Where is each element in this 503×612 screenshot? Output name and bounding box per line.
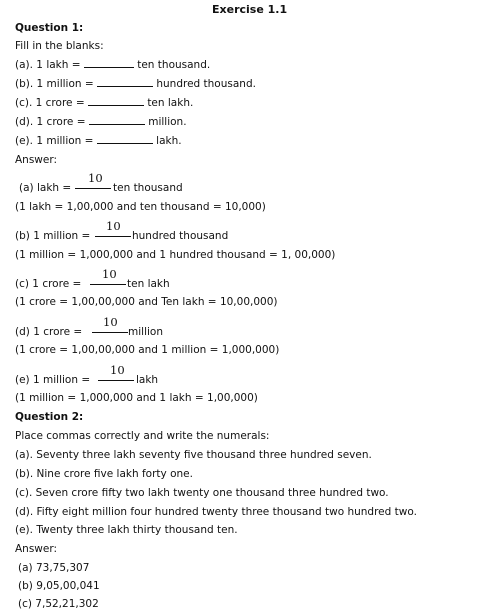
q2-item-d: (d). Fifty eight million four hundred twenty three thousand two hundred two. [15,506,417,518]
q1-item-d-suffix: million. [148,116,187,128]
q1-answer-a-suffix: ten thousand [113,182,183,194]
question-1-instruction: Fill in the blanks: [15,40,104,52]
q2-answer-a: (a) 73,75,307 [18,562,90,574]
question-2-heading: Question 2: [15,411,84,423]
q1-item-a-blank [84,58,134,68]
q1-answer-a-note: (1 lakh = 1,00,000 and ten thousand = 10,000) [15,201,266,213]
q1-answer-b-suffix: hundred thousand [132,230,229,242]
q1-item-c-blank [88,96,144,106]
q2-answer-c: (c) 7,52,21,302 [18,598,99,610]
q1-answer-e-prefix: (e) 1 million = [15,374,91,386]
question-1-heading: Question 1: [15,22,84,34]
q1-answer-c-fraction-bar [90,284,126,285]
q1-item-d-prefix: (d). 1 crore = [15,116,86,128]
q1-answer-a-numerator: 10 [88,171,103,185]
q1-item-d [15,115,187,129]
q1-answer-d-fraction-bar [92,332,128,333]
q1-answer-b-note: (1 million = 1,000,000 and 1 hundred thousand = 1, 00,000) [15,249,336,261]
q1-answer-b-fraction-bar [95,236,131,237]
q1-answer-label: Answer: [15,154,58,166]
q2-answer-label: Answer: [15,543,58,555]
q1-answer-a-prefix: (a) lakh = [19,182,72,194]
q1-item-c-suffix: ten lakh. [147,97,194,109]
q1-item-e [15,134,182,148]
q1-item-c [15,96,193,110]
q2-item-b: (b). Nine crore five lakh forty one. [15,468,193,480]
q1-answer-a-fraction-bar [75,188,111,189]
q1-item-d-blank [89,115,145,125]
q1-item-b-blank [97,77,153,87]
q1-answer-c-suffix: ten lakh [127,278,170,290]
q1-item-c-prefix: (c). 1 crore = [15,97,85,109]
exercise-title: Exercise 1.1 [212,3,288,16]
q1-answer-d-prefix: (d) 1 crore = [15,326,83,338]
q1-answer-c-prefix: (c) 1 crore = [15,278,82,290]
q1-item-e-prefix: (e). 1 million = [15,135,94,147]
q2-item-a: (a). Seventy three lakh seventy five thousand three hundred seven. [15,449,372,461]
q1-item-b-suffix: hundred thousand. [156,78,256,90]
q1-item-a-suffix: ten thousand. [137,59,211,71]
q2-item-e: (e). Twenty three lakh thirty thousand ten. [15,524,238,536]
q1-item-a [15,58,210,72]
q1-item-e-blank [97,134,153,144]
q1-answer-e-numerator: 10 [110,363,125,377]
q1-item-e-suffix: lakh. [156,135,182,147]
q1-answer-e-fraction-bar [98,380,134,381]
q1-item-b [15,77,256,91]
q1-answer-b-prefix: (b) 1 million = [15,230,91,242]
q2-item-c: (c). Seven crore fifty two lakh twenty one thousand three hundred two. [15,487,389,499]
q1-answer-e-note: (1 million = 1,000,000 and 1 lakh = 1,00,000) [15,392,258,404]
q1-answer-b-numerator: 10 [106,219,121,233]
q1-answer-c-note: (1 crore = 1,00,00,000 and Ten lakh = 10,00,000) [15,296,278,308]
q1-answer-d-note: (1 crore = 1,00,00,000 and 1 million = 1,000,000) [15,344,280,356]
question-2-instruction: Place commas correctly and write the numerals: [15,430,270,442]
q1-answer-d-suffix: million [128,326,163,338]
q1-item-a-prefix: (a). 1 lakh = [15,59,81,71]
q1-answer-e-suffix: lakh [136,374,159,386]
q1-answer-c-numerator: 10 [102,267,117,281]
q1-answer-d-numerator: 10 [103,315,118,329]
q2-answer-b: (b) 9,05,00,041 [18,580,100,592]
q1-item-b-prefix: (b). 1 million = [15,78,94,90]
